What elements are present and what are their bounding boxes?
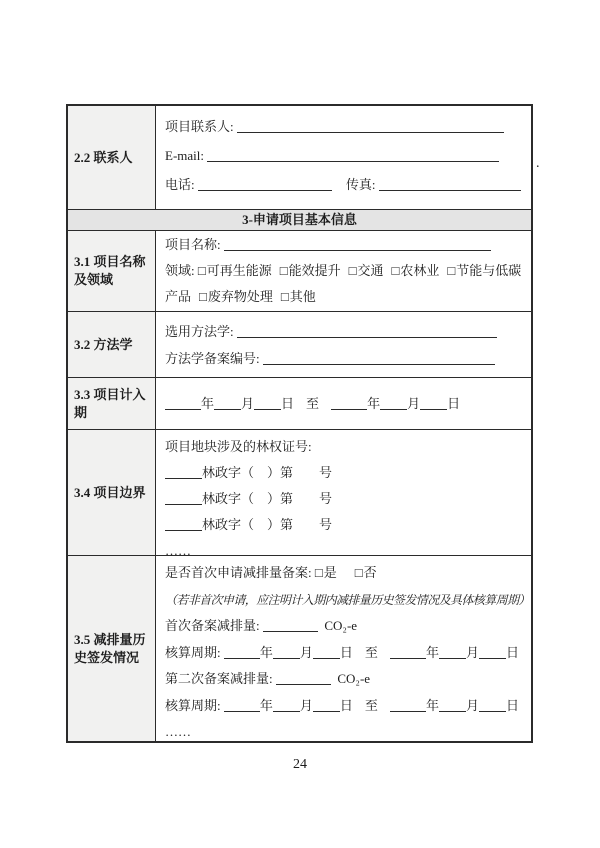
checkbox-icon: □: [279, 263, 288, 278]
page-number: 24: [293, 757, 307, 772]
cert-line: [165, 460, 523, 486]
co2e-unit: CO₂-e: [324, 618, 358, 633]
blank-line: [439, 698, 466, 712]
date-range: [165, 391, 460, 417]
option-label: 废弃物处理: [207, 289, 273, 304]
blank-line: [379, 177, 521, 191]
unit-month: 月: [299, 644, 313, 660]
record-no-label: 方法学备案编号:: [165, 351, 260, 366]
record-no-line: [165, 345, 523, 372]
blank-line: [390, 698, 426, 712]
period-line: [165, 640, 523, 667]
unit-year: 年: [259, 697, 273, 713]
option-label: 能效提升: [288, 263, 341, 278]
co2e-unit: CO₂-e: [337, 671, 371, 686]
unit-month: 月: [299, 697, 313, 713]
unit-day: 日: [505, 644, 519, 660]
blank-line: [237, 119, 504, 133]
option-label: 其他: [289, 289, 316, 304]
name-domain-fields: [156, 231, 531, 311]
blank-line: [224, 645, 260, 659]
row-crediting-period: [68, 377, 531, 429]
checkbox-icon: □: [348, 263, 357, 278]
checkbox-icon: □: [391, 263, 400, 278]
methodology-label: 选用方法学:: [165, 324, 234, 339]
blank-line: [237, 324, 497, 338]
option-waste-disposal: [199, 289, 273, 304]
row-contact: [68, 106, 531, 209]
blank-line: [313, 698, 340, 712]
unit-to: 至: [306, 395, 320, 411]
option-other: [281, 289, 316, 304]
unit-month: 月: [241, 395, 255, 411]
row-label: 2.2 联系人: [68, 106, 156, 209]
blank-line: [165, 491, 202, 505]
blank-line: [273, 698, 300, 712]
unit-month: 月: [465, 697, 479, 713]
row-label: 3.5 减排量历史签发情况: [68, 556, 156, 741]
blank-line: [380, 396, 407, 410]
checkbox-icon: □: [354, 565, 363, 580]
ellipsis: ……: [165, 543, 191, 558]
methodology-line: [165, 318, 523, 345]
option-no: [355, 565, 377, 580]
email-line: [165, 141, 523, 170]
unit-year: 年: [425, 644, 439, 660]
unit-year: 年: [425, 697, 439, 713]
checkbox-icon: □: [447, 263, 456, 278]
issuance-fields: [156, 556, 531, 741]
domain-label: 领域:: [165, 263, 195, 278]
row-boundary: [68, 429, 531, 558]
row-section-header: [68, 209, 531, 230]
blank-line: [165, 465, 202, 479]
cert-title-line: 项目地块涉及的林权证号:: [165, 439, 312, 454]
fax-label: 传真:: [345, 177, 376, 192]
blank-line: [165, 396, 201, 410]
row-label: 3.2 方法学: [68, 312, 156, 377]
cert-line-text: 林政字（ ）第 号: [202, 465, 333, 480]
date-range: [224, 698, 519, 713]
domain-options-line: [165, 258, 523, 310]
unit-day: 日: [339, 697, 353, 713]
cert-line-text: 林政字（ ）第 号: [202, 517, 333, 532]
blank-line: [254, 396, 281, 410]
period-label: 核算周期:: [165, 697, 221, 713]
project-name-label: 项目名称:: [165, 237, 221, 252]
checkbox-icon: □: [197, 263, 206, 278]
row-name-domain: [68, 230, 531, 311]
period-line: [165, 693, 523, 720]
option-label: 节能与低碳产品: [165, 263, 522, 304]
row-methodology: [68, 311, 531, 377]
option-agriculture-forestry: [392, 263, 440, 278]
unit-year: 年: [259, 644, 273, 660]
blank-line: [214, 396, 241, 410]
option-efficiency: [280, 263, 341, 278]
ellipsis: ……: [165, 724, 191, 739]
blank-line: [198, 177, 332, 191]
first-amount-label: 首次备案减排量:: [165, 618, 260, 633]
first-amount-line: [165, 613, 523, 640]
blank-line: [276, 671, 331, 685]
section-header: 3-申请项目基本信息: [68, 210, 531, 230]
unit-year: 年: [367, 395, 381, 411]
unit-year: 年: [201, 395, 215, 411]
row-label: 3.1 项目名称及领域: [68, 231, 156, 311]
note-line: （若非首次申请，应注明计入期内减排量历史签发情况及具体核算周期）: [165, 592, 530, 607]
unit-month: 月: [407, 395, 421, 411]
blank-line: [439, 645, 466, 659]
row-label: 3.4 项目边界: [68, 430, 156, 555]
crediting-period-field: [156, 378, 531, 429]
contact-fields: [156, 106, 531, 209]
boundary-fields: [156, 430, 531, 558]
blank-line: [331, 396, 367, 410]
unit-day: 日: [505, 697, 519, 713]
period-label: 核算周期:: [165, 644, 221, 660]
blank-line: [273, 645, 300, 659]
checkbox-icon: □: [280, 289, 289, 304]
first-time-line: [165, 560, 523, 587]
checkbox-icon: □: [199, 289, 207, 304]
unit-day: 日: [447, 395, 461, 411]
cert-line: [165, 512, 523, 538]
unit-to: 至: [364, 644, 378, 660]
checkbox-icon: □: [314, 565, 323, 580]
option-label: 否: [363, 565, 377, 580]
date-range: [224, 645, 519, 660]
blank-line: [165, 517, 202, 531]
blank-line: [313, 645, 340, 659]
blank-line: [479, 698, 506, 712]
unit-day: 日: [339, 644, 353, 660]
blank-line: [263, 618, 318, 632]
option-yes: [315, 565, 337, 580]
blank-line: [479, 645, 506, 659]
blank-line: [390, 645, 426, 659]
second-amount-line: [165, 666, 523, 693]
unit-day: 日: [281, 395, 295, 411]
option-label: 农林业: [400, 263, 440, 278]
project-contact-label: 项目联系人:: [165, 119, 234, 134]
application-form-table: [66, 104, 533, 743]
unit-month: 月: [465, 644, 479, 660]
methodology-fields: [156, 312, 531, 377]
unit-to: 至: [364, 697, 378, 713]
second-amount-label: 第二次备案减排量:: [165, 671, 273, 686]
blank-line: [224, 698, 260, 712]
option-transport: [349, 263, 384, 278]
email-label: E-mail:: [165, 148, 204, 163]
contact-line: [165, 112, 523, 141]
cert-line: [165, 486, 523, 512]
blank-line: [207, 148, 499, 162]
row-label: 3.3 项目计入期: [68, 378, 156, 429]
phone-fax-line: [165, 170, 523, 199]
option-label: 可再生能源: [206, 263, 272, 278]
first-time-question: 是否首次申请减排量备案:: [165, 565, 312, 580]
cert-line-text: 林政字（ ）第 号: [202, 491, 333, 506]
option-label: 交通: [357, 263, 384, 278]
blank-line: [420, 396, 447, 410]
row-issuance-history: [68, 555, 531, 741]
project-name-line: [165, 232, 523, 258]
phone-label: 电话:: [165, 177, 195, 192]
option-renewable: [198, 263, 272, 278]
blank-line: [224, 237, 491, 251]
option-label: 是: [323, 565, 337, 580]
blank-line: [263, 351, 495, 365]
stray-dot: .: [536, 156, 540, 171]
